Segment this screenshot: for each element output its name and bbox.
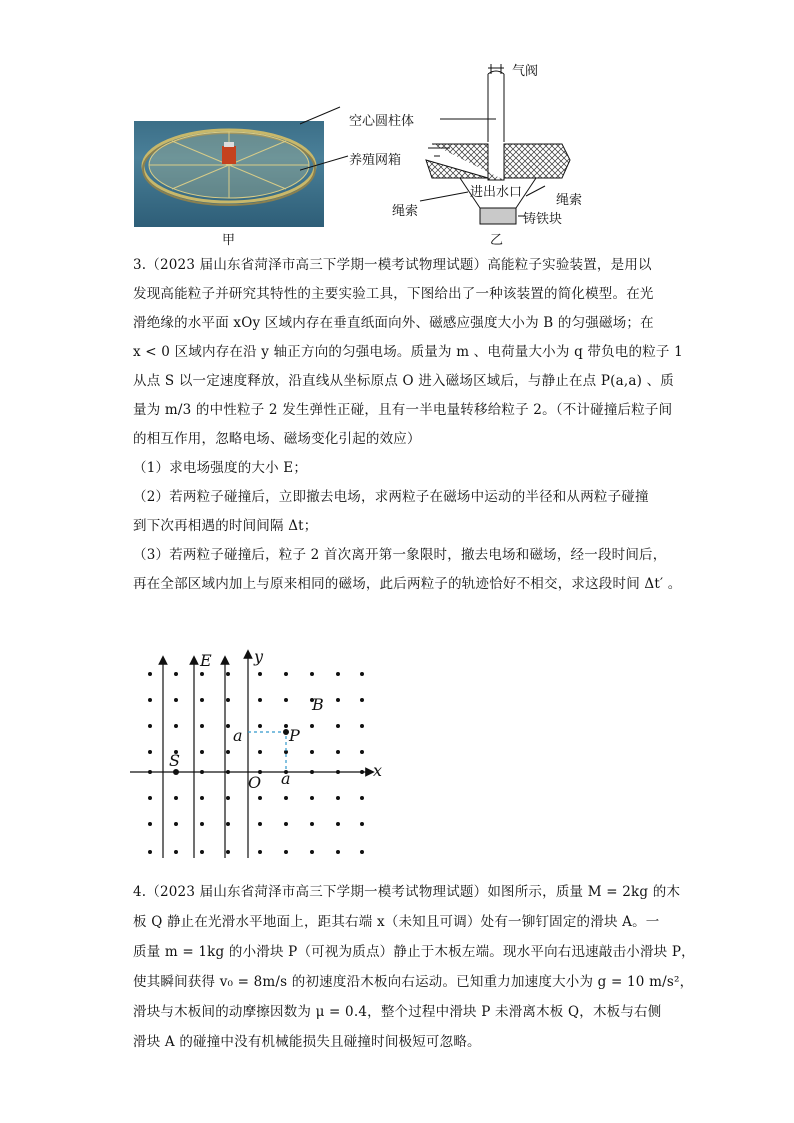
q3-subquestion-3: （3）若两粒子碰撞后，粒子 2 首次离开第一象限时，撤去电场和磁场，经一段时间后，	[133, 547, 667, 563]
q4-line: 滑块 A 的碰撞中没有机械能损失且碰撞时间极短可忽略。	[133, 1034, 481, 1050]
a-y-label: a	[233, 726, 243, 745]
q3-subquestion-2: （2）若两粒子碰撞后，立即撤去电场，求两粒子在磁场中运动的半径和从两粒子碰撞	[133, 489, 649, 505]
field-dot	[310, 750, 314, 754]
photo-caption: 甲	[222, 233, 236, 248]
field-dot	[336, 750, 340, 754]
field-dot	[360, 724, 364, 728]
field-dot	[336, 850, 340, 854]
q4-line: 板 Q 静止在光滑水平地面上，距其右端 x（未知且可调）处有一铆钉固定的滑块 A。一	[133, 914, 660, 930]
q3-line: 滑绝缘的水平面 xOy 区域内存在垂直纸面向外、磁感应强度大小为 B 的匀强磁场；在	[133, 315, 654, 331]
field-dot	[258, 850, 262, 854]
field-dot	[360, 796, 364, 800]
field-dot	[226, 850, 230, 854]
field-dot	[310, 850, 314, 854]
field-dot	[148, 822, 152, 826]
rope-right-label: 绳索	[556, 193, 583, 208]
field-dot	[148, 724, 152, 728]
field-dot	[226, 750, 230, 754]
field-dot	[360, 750, 364, 754]
field-dot	[258, 796, 262, 800]
field-dot	[148, 698, 152, 702]
question-3	[133, 251, 683, 599]
field-dot	[200, 698, 204, 702]
field-dot	[284, 672, 288, 676]
field-dot	[200, 750, 204, 754]
q4-line: 4.（2023 届山东省菏泽市高三下学期一模考试物理试题）如图所示，质量 M = 2kg 的木	[133, 884, 681, 900]
hollow-cylinder-label: 空心圆柱体	[349, 114, 415, 129]
field-dot	[284, 850, 288, 854]
q3-subquestion-1: （1）求电场强度的大小 E；	[133, 460, 308, 476]
y-axis-label: y	[254, 647, 264, 666]
valve-label: 气阀	[512, 64, 539, 79]
field-dot	[336, 822, 340, 826]
field-dot	[174, 672, 178, 676]
question-4	[133, 877, 695, 1057]
x-axis-label: x	[373, 761, 383, 780]
field-dot	[336, 796, 340, 800]
field-dot	[226, 724, 230, 728]
q3-line: 3.（2023 届山东省菏泽市高三下学期一模考试物理试题）高能粒子实验装置，是用以	[133, 257, 652, 273]
field-E-label: E	[200, 651, 212, 670]
field-dot	[200, 822, 204, 826]
field-dot	[226, 796, 230, 800]
field-dot	[174, 698, 178, 702]
field-dot	[310, 724, 314, 728]
field-dot	[258, 724, 262, 728]
diagram-caption: 乙	[490, 233, 504, 248]
origin-O-label: O	[248, 773, 262, 792]
field-dot	[284, 698, 288, 702]
fish-farm-photo	[134, 121, 324, 227]
field-dot	[200, 850, 204, 854]
field-dot	[148, 672, 152, 676]
field-dot	[284, 822, 288, 826]
field-dot	[226, 822, 230, 826]
net-box-label: 养殖网箱	[349, 153, 402, 168]
q3-line: 再在全部区域内加上与原来相同的磁场，此后两粒子的轨迹恰好不相交，求这段时间 Δt′ 。	[133, 576, 682, 592]
water-port-label: 进出水口	[470, 185, 523, 200]
field-dot	[336, 724, 340, 728]
field-dot	[310, 672, 314, 676]
q3-line: 从点 S 以一定速度释放，沿直线从坐标原点 O 进入磁场区域后，与静止在点 P(a,a) 、质	[133, 373, 674, 389]
q3-line: 量为 m/3 的中性粒子 2 发生弹性正碰，且有一半电量转移给粒子 2。（不计碰撞后粒子间	[133, 402, 673, 418]
field-dot	[360, 672, 364, 676]
field-dot	[284, 724, 288, 728]
fish-farm-photo-drawing	[134, 121, 324, 227]
q4-line: 滑块与木板间的动摩擦因数为 μ = 0.4，整个过程中滑块 P 未滑离木板 Q，木板与右侧	[133, 1004, 662, 1020]
q3-line: 的相互作用，忽略电场、磁场变化引起的效应）	[133, 431, 421, 447]
point-P-label: P	[289, 726, 300, 745]
field-dot	[258, 698, 262, 702]
field-dot	[360, 850, 364, 854]
field-dot	[226, 698, 230, 702]
field-dot	[148, 850, 152, 854]
field-dot	[336, 672, 340, 676]
field-B-label: B	[312, 695, 324, 714]
field-dot	[360, 822, 364, 826]
field-dot	[200, 796, 204, 800]
field-dot	[360, 698, 364, 702]
field-dot	[226, 672, 230, 676]
q3-line: 发现高能粒子并研究其特性的主要实验工具，下图给出了一种该装置的简化模型。在光	[133, 286, 654, 302]
field-dot	[174, 796, 178, 800]
point-S-label: S	[169, 751, 180, 770]
magnetic-field-dots	[148, 672, 364, 854]
field-dot	[200, 672, 204, 676]
field-dot	[258, 750, 262, 754]
field-dot	[258, 672, 262, 676]
field-dot	[310, 796, 314, 800]
field-dot	[258, 822, 262, 826]
field-dot	[284, 796, 288, 800]
field-dot	[336, 698, 340, 702]
q3-line: x < 0 区域内存在沿 y 轴正方向的匀强电场。质量为 m 、电荷量大小为 q 带负电的粒子 1	[133, 344, 683, 360]
rope-left-label: 绳索	[392, 204, 419, 219]
field-dot	[174, 724, 178, 728]
field-dot	[200, 724, 204, 728]
a-x-label: a	[281, 769, 291, 788]
iron-block-label: 铸铁块	[523, 212, 563, 227]
field-dot	[310, 822, 314, 826]
q3-line: 到下次再相遇的时间间隔 Δt；	[133, 518, 318, 534]
q4-line: 使其瞬间获得 v₀ = 8m/s 的初速度沿木板向右运动。已知重力加速度大小为 g = 10 m/s²，	[133, 974, 694, 990]
field-dot	[148, 796, 152, 800]
field-dot	[174, 822, 178, 826]
q4-line: 质量 m = 1kg 的小滑块 P（可视为质点）静止于木板左端。现水平向右迅速敲击小滑块 P，	[133, 944, 695, 960]
field-dot	[174, 850, 178, 854]
field-dot	[148, 750, 152, 754]
